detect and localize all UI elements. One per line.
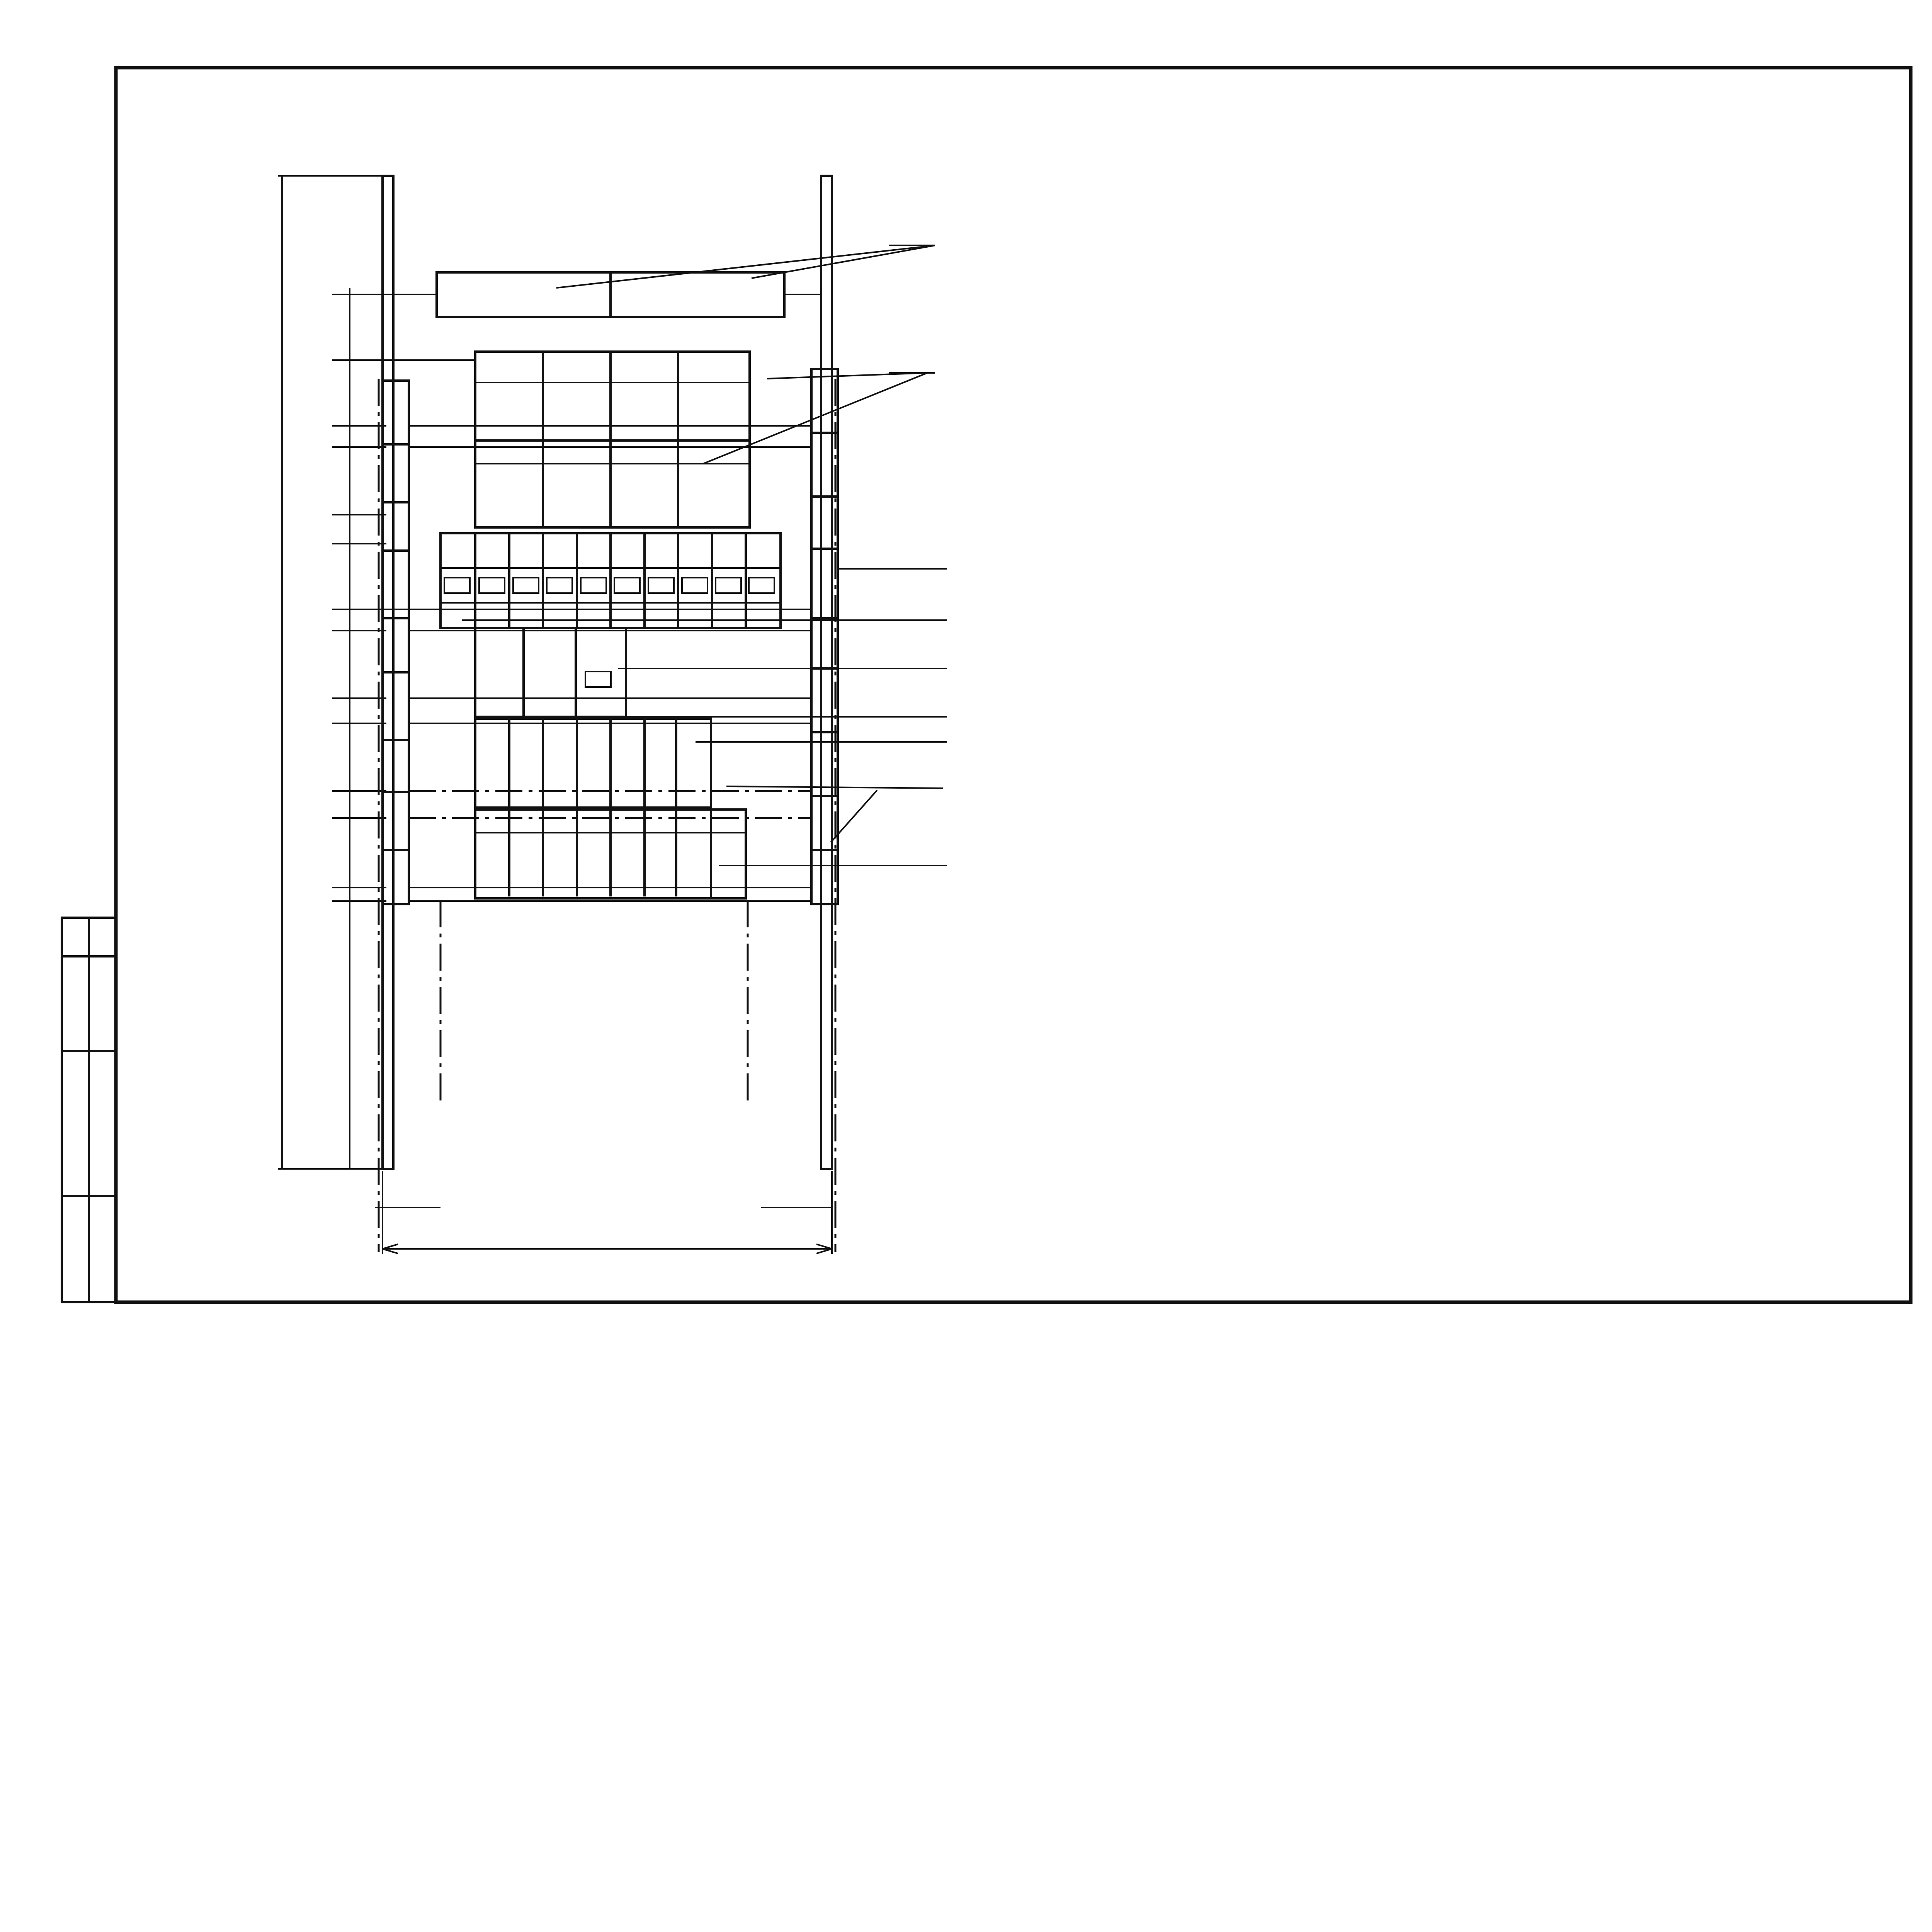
- callouts: [462, 245, 947, 866]
- upper-sheet: [62, 68, 1911, 1302]
- terminals-left: [383, 381, 409, 904]
- top-panel: [393, 272, 821, 317]
- contactor-row-1: [475, 719, 711, 896]
- upper-frame: [116, 68, 1911, 1302]
- width-dimensions: [375, 1171, 832, 1254]
- level-scale: [278, 176, 475, 1169]
- right-post: [821, 176, 832, 1169]
- posts: [379, 176, 835, 1252]
- breaker-row: [440, 533, 781, 628]
- relay-row: [475, 628, 626, 717]
- sl-block: [475, 352, 750, 527]
- terminals-right: [811, 369, 838, 904]
